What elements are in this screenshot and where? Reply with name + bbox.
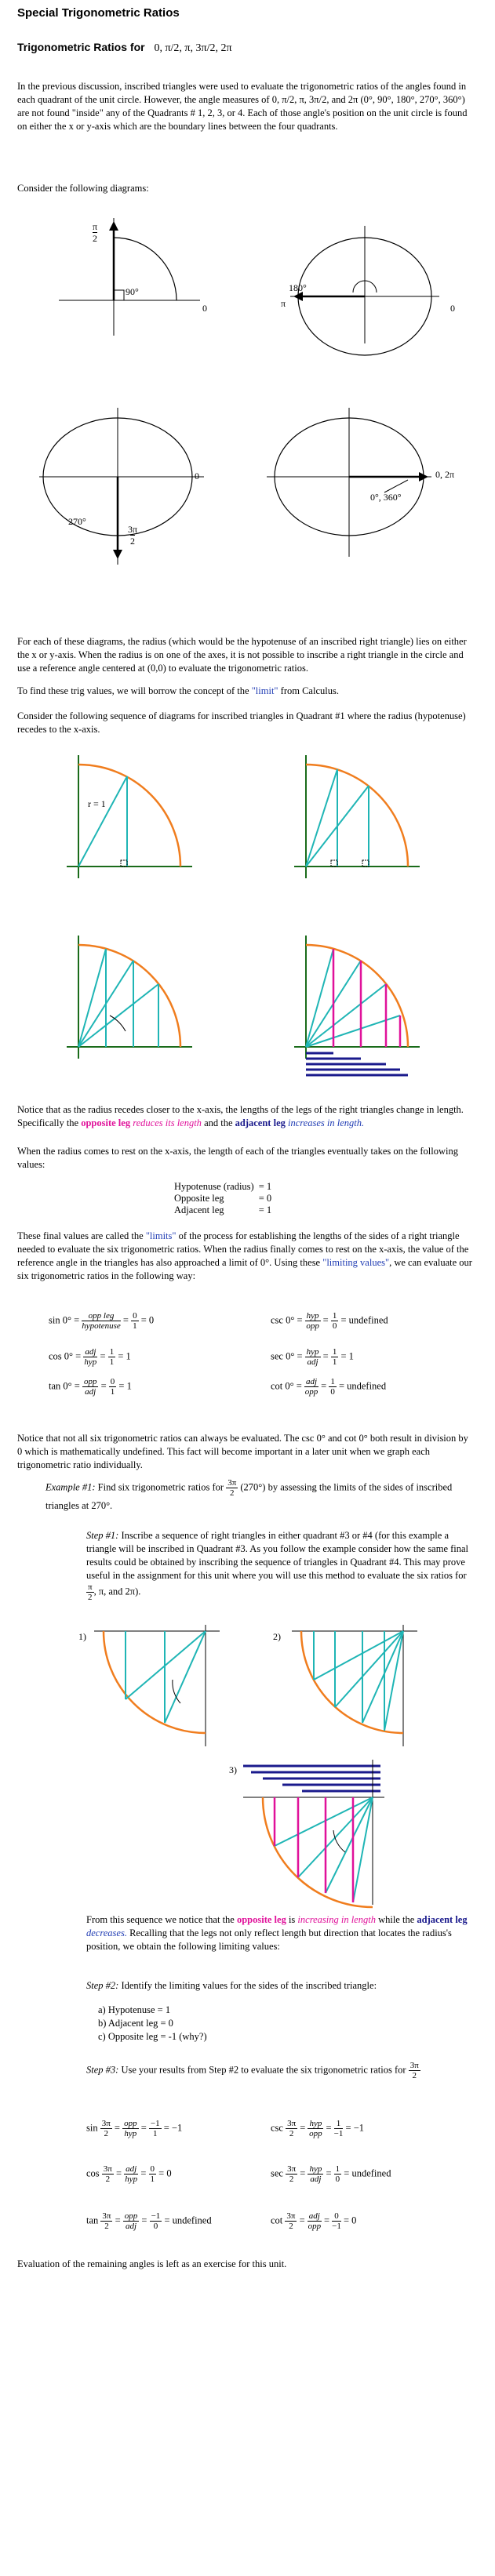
limit-link[interactable]: "limit": [251, 685, 278, 696]
table-row: Adjacent leg = 1: [174, 1204, 272, 1215]
tan270-formula: tan $\frac{3\pi}{2}$ = $\frac{\text{opp}}{\text{adj}}$ = $\frac{-1}{0}$ = undefined: [86, 2211, 212, 2231]
d1-deg: 90°: [126, 286, 139, 297]
quadrant3-seq-2: [292, 1625, 425, 1750]
sec270-formula: sec $\frac{3\pi}{2}$ = $\frac{\text{hyp}}{\text{adj}}$ = $\frac{1}{0}$ = undefined: [271, 2164, 391, 2184]
d3-zero: 0: [195, 471, 199, 481]
cos270-formula: cos $\frac{3\pi}{2}$ = $\frac{\text{adj}}{\text{hyp}}$ = $\frac{0}{1}$ = 0: [86, 2164, 172, 2184]
consider-text: Consider the following diagrams:: [17, 183, 149, 194]
subtitle-angles: 0, π/2, π, 3π/2, 2π: [154, 42, 232, 54]
quadrant1-seq-2: [290, 749, 424, 882]
diagram-180: [282, 210, 463, 343]
csc270-formula: csc $\frac{3\pi}{2}$ = $\frac{\text{hyp}}{\text{opp}}$ = $\frac{1}{-1}$ = −1: [271, 2119, 364, 2138]
table-row: Opposite leg = 0: [174, 1193, 272, 1204]
page-title: Special Trigonometric Ratios: [17, 6, 180, 20]
cot270-formula: cot $\frac{3\pi}{2}$ = $\frac{\text{adj}}{\text{opp}}$ = $\frac{0}{-1}$ = 0: [271, 2211, 357, 2231]
step1: Step #1: Inscribe a sequence of right triangles in either quadrant #3 or #4 (for this example a triangle will be inscribed in Quadrant #3. As you follow the example consider how the same final results could be obtained by inscribing the sequence of triangles in Quadrant #4. This may prove useful in the assignment for this unit where you will use this method to evaluate the six ratios for $\frac{\pi}{2}$ , π, and 2π).: [86, 1530, 469, 1602]
tan0-formula: tan 0° = $\frac{\text{opp}}{\text{adj}}$ = $\frac{0}{1}$ = 1: [49, 1377, 132, 1397]
table-row: Hypotenuse (radius) = 1: [174, 1181, 272, 1192]
seq-label-2: 2): [273, 1631, 281, 1642]
list-item: a) Hypotenuse = 1: [98, 2004, 171, 2015]
undefined-paragraph: Notice that not all six trigonometric ratios can always be evaluated. The csc 0° and cot 0° both result in division by 0 which is mathematically undefined. This fact will become important in a later unit when we graph each trigonometric ratio individually.: [17, 1433, 468, 1470]
subtitle-text: Trigonometric Ratios for: [17, 41, 145, 53]
d4-right: 0, 2π: [435, 469, 455, 480]
intro-paragraph: In the previous discussion, inscribed triangles were used to evaluate the trigonometric ratios of the angles found in each quadrant of the unit circle. However, the angle measures of 0, π/2, π, 3π/2, and 2π (0°, 90°, 180°, 270°, 360°) are not found "inside" any of the Quadrants # 1, 2, 3, or 4. Each of those angle's position on the unit circle is found on either the x or y-axis which are the boundary lines between the four quadrants.: [17, 81, 468, 132]
quadrant3-seq-3: [243, 1760, 392, 1909]
r-label: r = 1: [88, 798, 106, 809]
sec0-formula: sec 0° = $\frac{\text{hyp}}{\text{adj}}$ = $\frac{1}{1}$ = 1: [271, 1347, 354, 1367]
d2-pi: π: [281, 298, 286, 309]
d4-deg: 0°, 360°: [370, 492, 402, 503]
list-item: b) Adjacent leg = 0: [98, 2018, 173, 2029]
limiting-values-link[interactable]: "limiting values": [322, 1257, 390, 1268]
quadrant1-seq-1: [63, 749, 196, 882]
seq-label-1: 1): [78, 1631, 86, 1642]
quadrant1-seq-3: [63, 929, 196, 1063]
limit-values-table: [174, 1181, 276, 1216]
rest-paragraph: When the radius comes to rest on the x-axis, the length of each of the triangles eventually takes on the following values:: [17, 1146, 458, 1170]
quadrant1-seq-4: [290, 929, 431, 1086]
diagram-90: [59, 210, 216, 343]
list-item: c) Opposite leg = -1 (why?): [98, 2031, 207, 2042]
page-subtitle: [17, 41, 232, 55]
d3-deg: 270°: [68, 516, 86, 527]
quadrant3-seq-1: [94, 1625, 227, 1750]
d2-deg: 180°: [289, 282, 307, 293]
limit-values-2: [98, 2004, 207, 2044]
closing-text: Evaluation of the remaining angles is left as an exercise for this unit.: [17, 2258, 287, 2269]
limit-paragraph: To find these trig values, we will borrow the concept of the "limit" from Calculus.: [17, 685, 339, 696]
example1: Example #1: Find six trigonometric ratios for $\frac{3\pi}{2}$ (270°) by assessing the limits of the sides of inscribed triangles at 270°.: [45, 1478, 453, 1511]
radius-paragraph: For each of these diagrams, the radius (which would be the hypotenuse of an inscribed right triangle) lies on either the x or y-axis. When the radius is on one of the axes, it is not possible to inscribe a right triangle in the circle and use a reference angle centered at (0,0) to evaluate the trigonometric ratios.: [17, 636, 467, 674]
cot0-formula: cot 0° = $\frac{\text{adj}}{\text{opp}}$ = $\frac{1}{0}$ = undefined: [271, 1377, 387, 1397]
legs-paragraph: Notice that as the radius recedes closer to the x-axis, the lengths of the legs of the right triangles change in length. Specifically the opposite leg reduces its length and the adjacent leg increases in length.: [17, 1104, 464, 1128]
sequence-paragraph: Consider the following sequence of diagrams for inscribed triangles in Quadrant #1 where the radius (hypotenuse) recedes to the x-axis.: [17, 710, 466, 735]
d3-frac: 3π 2: [128, 524, 138, 547]
diagram-270: [39, 408, 212, 580]
sin270-formula: sin $\frac{3\pi}{2}$ = $\frac{\text{opp}}{\text{hyp}}$ = $\frac{-1}{1}$ = −1: [86, 2119, 183, 2138]
csc0-formula: csc 0° = $\frac{\text{hyp}}{\text{opp}}$ = $\frac{1}{0}$ = undefined: [271, 1311, 388, 1331]
sequence-notice: From this sequence we notice that the opposite leg is increasing in length while the adjacent leg decreases. Recalling that the legs not only reflect length but direction that locates the radius's position, we obtain the following limiting values:: [86, 1914, 468, 1952]
step2: Step #2: Identify the limiting values for the sides of the inscribed triangle:: [86, 1980, 377, 1991]
d1-pi: π 2: [93, 221, 98, 244]
sin0-formula: sin 0° = $\frac{\text{opp leg}}{\text{hypotenuse}}$ = $\frac{0}{1}$ = 0: [49, 1311, 155, 1331]
limits-paragraph: These final values are called the "limits" of the process for establishing the lengths of the sides of a right triangle needed to evaluate the six trigonometric ratios. When the radius finally comes to rest on the x-axis, the value of the reference angle in the triangles has also approached a limit of 0°. Using these "limiting values", we can evaluate our six trigonometric ratios in the following way:: [17, 1230, 472, 1281]
limits-link[interactable]: "limits": [145, 1230, 177, 1241]
step3: Step #3: Use your results from Step #2 to evaluate the six trigonometric ratios for $\frac{3\pi}{2}$: [86, 2061, 419, 2080]
diagram-360: [267, 408, 447, 565]
seq-label-3: 3): [229, 1764, 237, 1775]
d2-zero: 0: [450, 303, 455, 314]
d1-zero: 0: [202, 303, 207, 314]
cos0-formula: cos 0° = $\frac{\text{adj}}{\text{hyp}}$ = $\frac{1}{1}$ = 1: [49, 1347, 131, 1367]
